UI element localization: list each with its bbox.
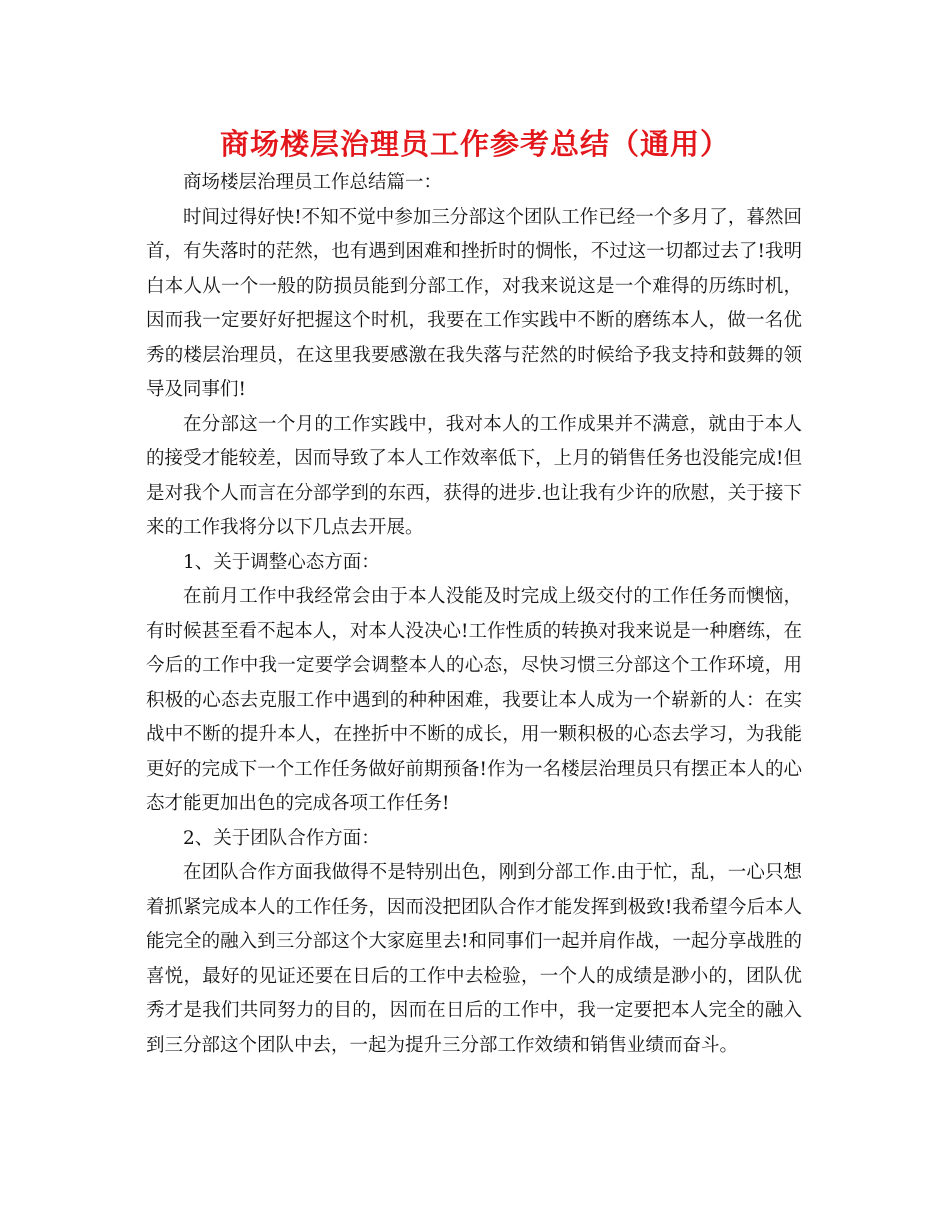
- paragraph: 在团队合作方面我做得不是特别出色，刚到分部工作.由于忙，乱，一心只想着抓紧完成本人的工作任务，因而没把团队合作才能发挥到极致!我希望今后本人能完全的融入到三分部这个大家庭里去!和同事们一起并肩作战，一起分享战胜的喜悦，最好的见证还要在日后的工作中去检验，一个人的成绩是渺小的，团队优秀才是我们共同努力的目的，因而在日后的工作中，我一定要把本人完全的融入到三分部这个团队中去，一起为提升三分部工作效绩和销售业绩而奋斗。: [146, 862, 803, 1056]
- section-heading: 2、关于团队合作方面：: [183, 827, 380, 849]
- paragraph: 在前月工作中我经常会由于本人没能及时完成上级交付的工作任务而懊恼，有时候甚至看不起本人，对本人没决心!工作性质的转换对我来说是一种磨练，在今后的工作中我一定要学会调整本人的心态，尽快习惯三分部这个工作环境，用积极的心态去克服工作中遇到的种种困难，我要让本人成为一个崭新的人：在实战中不断的提升本人，在挫折中不断的成长，用一颗积极的心态去学习，为我能更好的完成下一个工作任务做好前期预备!作为一名楼层治理员只有摆正本人的心态才能更加出色的完成各项工作任务!: [146, 586, 803, 814]
- document-body: [146, 166, 802, 1063]
- paragraph: 在分部这一个月的工作实践中，我对本人的工作成果并不满意，就由于本人的接受才能较差，因而导致了本人工作效率低下，上月的销售任务也没能完成!但是对我个人而言在分部学到的东西，获得的进步.也让我有少许的欣慰，关于接下来的工作我将分以下几点去开展。: [146, 413, 803, 538]
- document-subtitle: 商场楼层治理员工作总结篇一：: [183, 172, 443, 193]
- section-heading: 1、关于调整心态方面：: [183, 551, 380, 573]
- document-title: 商场楼层治理员工作参考总结（通用）: [219, 127, 730, 161]
- paragraph: 时间过得好快!不知不觉中参加三分部这个团队工作已经一个多月了，暮然回首，有失落时的茫然，也有遇到困难和挫折时的惆怅，不过这一切都过去了!我明白本人从一个一般的防损员能到分部工作，对我来说这是一个难得的历练时机，因而我一定要好好把握这个时机，我要在工作实践中不断的磨练本人，做一名优秀的楼层治理员，在这里我要感激在我失落与茫然的时候给予我支持和鼓舞的领导及同事们!: [146, 206, 802, 400]
